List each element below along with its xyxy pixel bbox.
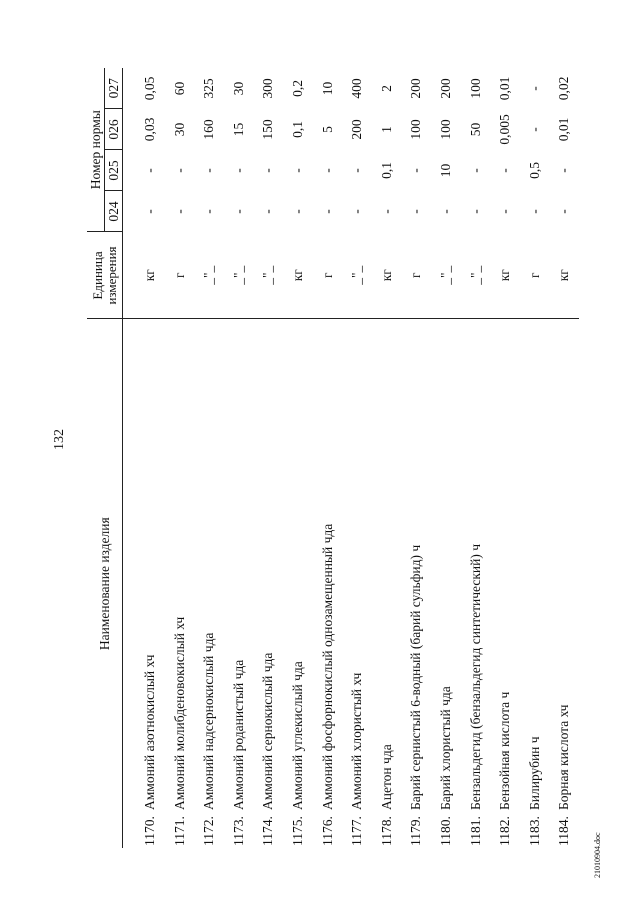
- cell-v024: -: [556, 209, 572, 214]
- cell-unit: кг: [123, 232, 165, 319]
- cell-v026: 200: [349, 119, 365, 140]
- cell-unit: _"_: [194, 232, 224, 319]
- table-row: [342, 68, 372, 848]
- cell-v024: -: [289, 209, 305, 214]
- cell-num: 1179.: [408, 816, 424, 846]
- norms-table-wrapper: [87, 68, 572, 848]
- cell-v026: 100: [408, 119, 424, 140]
- cell-name: Аммоний сернокислый чда: [260, 652, 276, 810]
- cell-v027: 0,2: [289, 80, 305, 97]
- cell-v024: -: [526, 209, 542, 214]
- cell-v025: -: [556, 168, 572, 173]
- cell-v024: -: [497, 209, 513, 214]
- table-row: [372, 68, 402, 848]
- table-row: [401, 68, 431, 848]
- file-label-text: 21010904.doc: [593, 832, 602, 878]
- cell-unit: _"_: [431, 232, 461, 319]
- table-row: [283, 68, 313, 848]
- header-code-026: 026: [105, 109, 123, 150]
- cell-v025: -: [171, 168, 187, 173]
- page-number-text: 132: [52, 429, 67, 450]
- cell-v027: 10: [319, 81, 335, 96]
- cell-name: Ацетон чда: [378, 744, 394, 810]
- cell-v024: -: [260, 209, 276, 214]
- cell-v024: -: [408, 209, 424, 214]
- cell-name: Аммоний роданистый чда: [230, 659, 246, 810]
- cell-v027: 0,01: [497, 76, 513, 101]
- cell-v024: -: [319, 209, 335, 214]
- cell-unit: кг: [372, 232, 402, 319]
- cell-v025: 0,1: [378, 162, 394, 179]
- header-unit-line2: измерения: [103, 246, 119, 305]
- cell-num: 1174.: [260, 816, 276, 846]
- cell-v027: 200: [408, 78, 424, 99]
- cell-v025: -: [289, 168, 305, 173]
- cell-unit: кг: [549, 232, 579, 319]
- header-norm-group: Номер нормы: [87, 68, 105, 232]
- cell-v026: 30: [171, 122, 187, 137]
- cell-unit: г: [165, 232, 195, 319]
- cell-v025: -: [230, 168, 246, 173]
- cell-num: 1183.: [526, 816, 542, 846]
- cell-unit: кг: [490, 232, 520, 319]
- cell-num: 1182.: [497, 816, 513, 846]
- header-code-025: 025: [105, 150, 123, 191]
- cell-v027: 325: [201, 78, 217, 99]
- cell-v024: -: [230, 209, 246, 214]
- cell-v027: -: [526, 86, 542, 91]
- cell-unit: _"_: [224, 232, 254, 319]
- cell-v024: -: [142, 209, 157, 214]
- table-row: [123, 68, 165, 848]
- cell-v025: -: [142, 168, 157, 173]
- cell-name: Барий хлористый чда: [437, 686, 453, 810]
- cell-num: 1181.: [467, 816, 483, 846]
- cell-v026: 50: [467, 122, 483, 137]
- cell-num: 1173.: [230, 816, 246, 846]
- table-row: [461, 68, 491, 848]
- cell-num: 1176.: [319, 816, 335, 846]
- cell-num: 1180.: [437, 816, 453, 846]
- cell-name: Бензойная кислота ч: [497, 691, 513, 810]
- header-code-027: 027: [105, 68, 123, 109]
- cell-unit: г: [401, 232, 431, 319]
- cell-num: 1175.: [289, 816, 305, 846]
- header-row-1: [87, 68, 105, 848]
- cell-name: Аммоний азотнокислый хч: [142, 654, 157, 810]
- cell-v027: 2: [378, 85, 394, 92]
- cell-v024: -: [349, 209, 365, 214]
- cell-v026: 15: [230, 122, 246, 137]
- table-row: [313, 68, 343, 848]
- cell-v024: -: [378, 209, 394, 214]
- cell-v026: 0,1: [289, 121, 305, 138]
- cell-num: 1178.: [378, 816, 394, 846]
- norms-table: [87, 68, 579, 848]
- cell-v024: -: [437, 209, 453, 214]
- table-row: [549, 68, 579, 848]
- cell-v025: 0,5: [526, 162, 542, 179]
- cell-unit: кг: [283, 232, 313, 319]
- cell-name: Билирубин ч: [526, 736, 542, 810]
- cell-v027: 300: [260, 78, 276, 99]
- header-code-024: 024: [105, 191, 123, 232]
- cell-unit: _"_: [253, 232, 283, 319]
- cell-v026: 0,01: [556, 117, 572, 142]
- cell-v025: -: [319, 168, 335, 173]
- cell-name: Аммоний углекислый чда: [289, 661, 305, 810]
- header-name: Наименование изделия: [87, 319, 123, 848]
- table-row: [194, 68, 224, 848]
- table-row: [490, 68, 520, 848]
- cell-v027: 0,02: [556, 76, 572, 101]
- cell-v027: 100: [467, 78, 483, 99]
- table-row: [431, 68, 461, 848]
- cell-v027: 60: [171, 81, 187, 96]
- cell-num: 1184.: [556, 816, 572, 846]
- cell-v026: 0,03: [142, 117, 157, 142]
- cell-name: Бензальдегид (бензальдегид синтетический) ч: [467, 543, 483, 810]
- cell-name: Аммоний фосфорнокислый однозамещенный чда: [319, 523, 335, 810]
- cell-num: 1177.: [349, 816, 365, 846]
- cell-v024: -: [467, 209, 483, 214]
- cell-v026: 150: [260, 119, 276, 140]
- cell-v026: 5: [319, 126, 335, 133]
- cell-unit: г: [313, 232, 343, 319]
- cell-v025: -: [467, 168, 483, 173]
- cell-name: Барий сернистый 6-водный (барий сульфид) ч: [408, 544, 424, 810]
- cell-unit: г: [520, 232, 550, 319]
- header-unit-line1: Единица: [89, 251, 105, 300]
- cell-v026: 100: [437, 119, 453, 140]
- cell-name: Аммоний хлористый хч: [349, 672, 365, 810]
- cell-v027: 30: [230, 81, 246, 96]
- cell-v027: 0,05: [142, 76, 157, 101]
- cell-v024: -: [171, 209, 187, 214]
- cell-num: 1172.: [201, 816, 217, 846]
- cell-v025: -: [408, 168, 424, 173]
- cell-name: Аммоний надсернокислый чда: [201, 632, 217, 810]
- cell-v026: -: [526, 127, 542, 132]
- cell-name: Аммоний молибденовокислый хч: [171, 616, 187, 810]
- cell-v025: -: [260, 168, 276, 173]
- table-row: [224, 68, 254, 848]
- cell-v025: -: [201, 168, 217, 173]
- table-row: [520, 68, 550, 848]
- cell-v026: 0,005: [497, 114, 513, 145]
- table-row: [165, 68, 195, 848]
- cell-v027: 400: [349, 78, 365, 99]
- table-row: [253, 68, 283, 848]
- cell-v026: 160: [201, 119, 217, 140]
- cell-unit: _"_: [461, 232, 491, 319]
- header-unit: [87, 232, 123, 319]
- cell-num: 1170.: [142, 816, 157, 846]
- cell-v027: 200: [437, 78, 453, 99]
- cell-v025: -: [349, 168, 365, 173]
- cell-v025: 10: [437, 163, 453, 178]
- table-body: [123, 68, 579, 848]
- cell-unit: _"_: [342, 232, 372, 319]
- cell-num: 1171.: [171, 816, 187, 846]
- cell-v026: 1: [378, 126, 394, 133]
- cell-v024: -: [201, 209, 217, 214]
- cell-v025: -: [497, 168, 513, 173]
- cell-name: Борная кислота хч: [556, 704, 572, 810]
